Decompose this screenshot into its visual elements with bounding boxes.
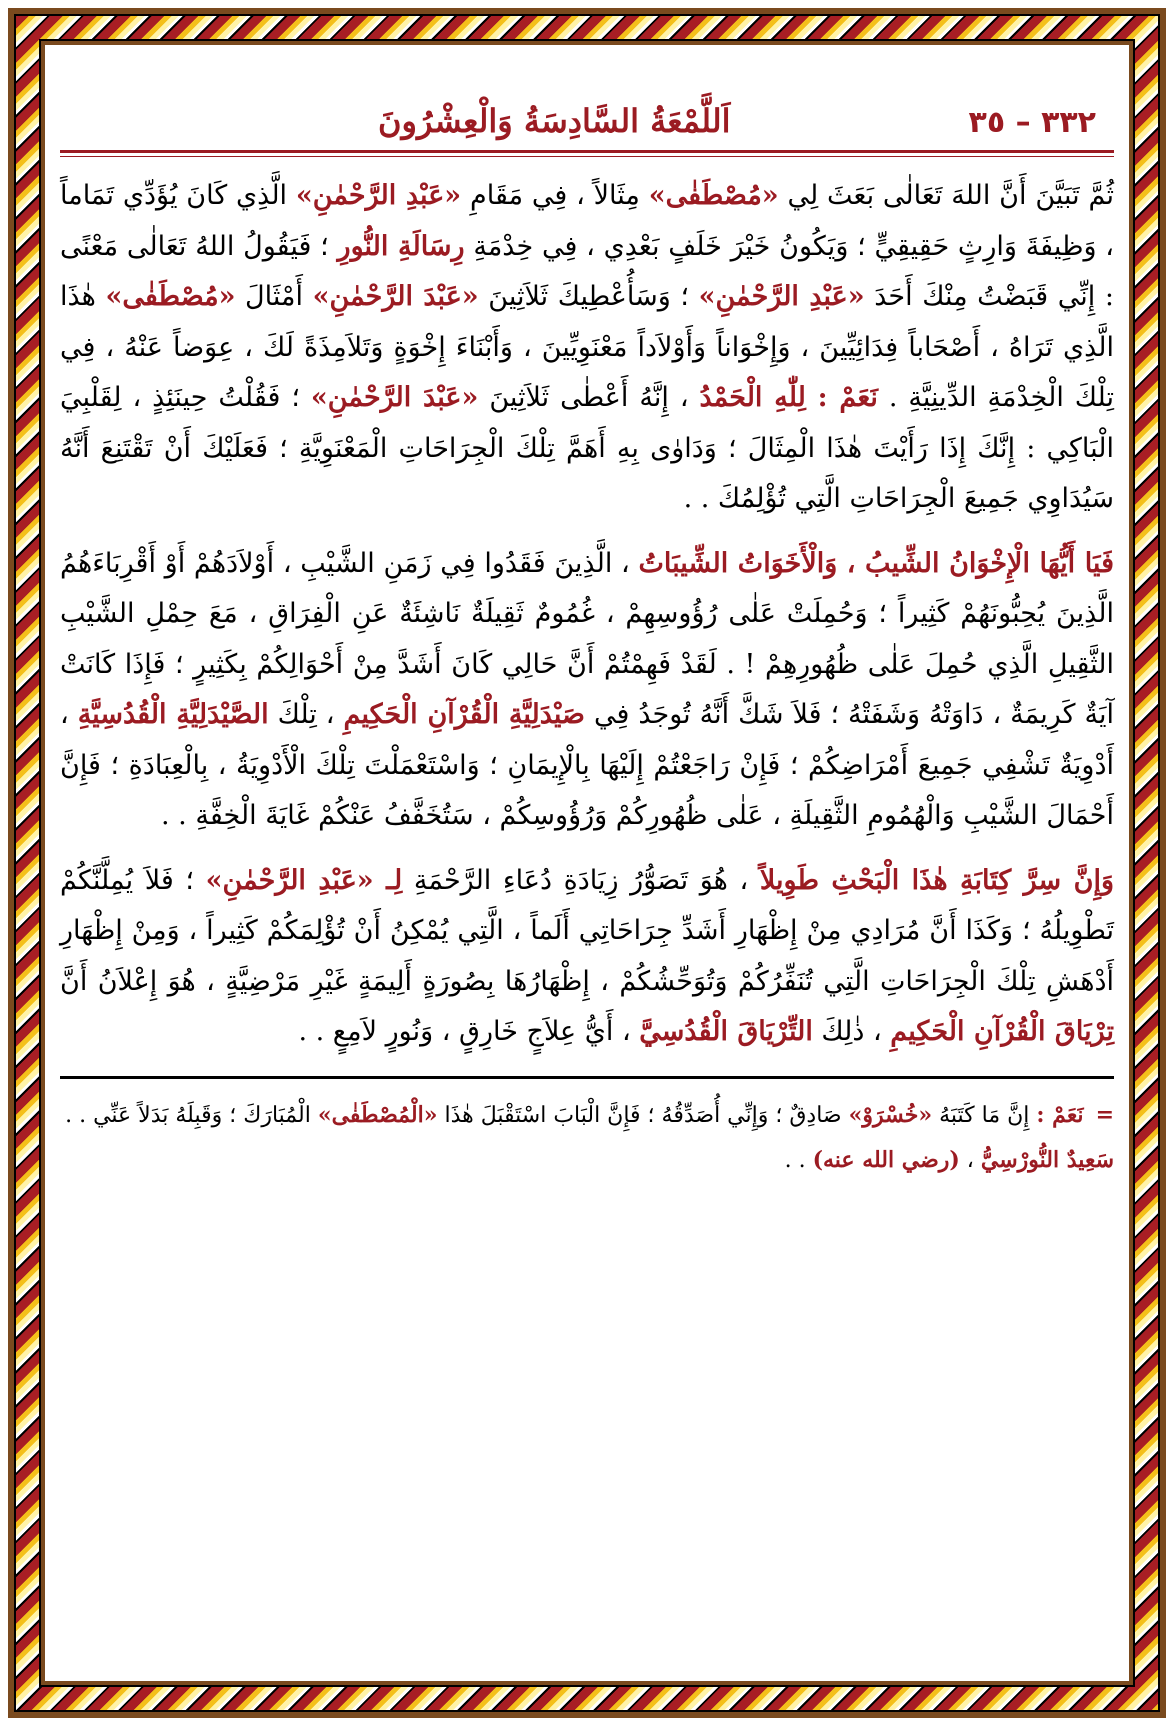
text-run: . . (784, 1147, 813, 1173)
paragraph (60, 856, 1114, 1058)
text-run: الْمُبَارَكَ ؛ وَقَبِلَهُ بَدَلاً عَنِّي . . (65, 1102, 318, 1128)
text-run: ، تِلْكَ (268, 699, 344, 730)
highlighted-phrase: «الْمُصْطَفٰى» (317, 1101, 438, 1128)
highlighted-phrase: «عَبْدَ الرَّحْمٰنِ» (310, 382, 479, 413)
footnote (60, 1093, 1114, 1183)
text-run: صَادِقٌ ؛ وَإِنِّي أُصَدِّقُهُ ؛ فَإِنَّ الْبَابَ اسْتَقْبَلَ هٰذَا (437, 1102, 849, 1128)
highlighted-phrase: نَعَمْ : (1036, 1101, 1084, 1128)
page-number: ٣٣٢ – ٣٥ (968, 105, 1096, 140)
highlighted-phrase: رِسَالَةِ النُّورِ (337, 230, 465, 262)
text-run: ، إِنَّهُ أَعْطٰى ثَلاَثِينَ (478, 382, 700, 413)
text-run: ، ذٰلِكَ (812, 1016, 891, 1047)
header-rule (60, 150, 1114, 157)
text-run: الَّذِي كَانَ يُؤَدِّي تَمَاماً ، وَظِيفَةَ وَارِثٍ حَقِيقِيٍّ ؛ وَيَكُونُ خَيْرَ خَلَفٍ بَعْدِي ، فِي خِدْمَةِ (60, 180, 1115, 262)
text-run: هٰذَا الَّذِي تَرَاهُ ، أَصْحَاباً فِدَائِيِّينَ ، وَإِخْوَاناً وَأَوْلاَداً مَعْنَوِيِّينَ ، وَأَبْنَاءَ إِخْوَةٍ وَتَلاَمِذَةً لَكَ ، عِوَضاً عَنْهُ ، فِي تِلْكَ الْخِدْمَةِ الدِّينِيَّةِ . (60, 281, 1115, 413)
footnote-marker: = (1095, 1101, 1114, 1128)
text-run: ، أَدْوِيَةٌ تَشْفِي جَمِيعَ أَمْرَاضِكُمْ ؛ فَإِنْ رَاجَعْتُمْ إِلَيْهَا بِالْإِيمَانِ ؛ وَاسْتَعْمَلْتَ تِلْكَ الْأَدْوِيَةُ ، بِالْعِبَادَةِ ؛ فَإِنَّ أَحْمَالَ الشَّيْبِ وَالْهُمُومِ الثَّقِيلَةِ ، عَلٰى ظُهُورِكُمْ وَرُؤُوسِكُمْ ، سَتُخَفَّفُ عَنْكُمْ غَايَةَ الْخِفَّةِ . . (60, 699, 1114, 831)
body-text (60, 171, 1114, 1058)
highlighted-phrase: فَيَا أَيُّهَا الْإِخْوَانُ الشِّيبُ ، وَالْأَخَوَاتُ الشِّيبَاتُ (638, 547, 1114, 579)
highlighted-phrase: سَعِيدٌ النُّورْسِيُّ (980, 1146, 1114, 1173)
text-run: ؛ وَسَأُعْطِيكَ ثَلاَثِينَ (478, 281, 699, 312)
footnote-rule (60, 1076, 1114, 1079)
page-header (60, 80, 1114, 140)
chapter-title: اَللَّمْعَةُ السَّادِسَةُ وَالْعِشْرُونَ (378, 102, 731, 140)
footnote-text (65, 1103, 1114, 1173)
highlighted-phrase: التِّرْيَاقَ الْقُدُسِيَّ (639, 1016, 813, 1047)
text-run: ، أَيُّ عِلاَجٍ خَارِقٍ ، وَنُورٍ لاَمِعٍ . . (298, 1016, 640, 1047)
highlighted-phrase: «عَبْدِ الرَّحْمٰنِ» (295, 180, 462, 211)
text-run: ثُمَّ تَبَيَّنَ أَنَّ اللهَ تَعَالٰى بَعَثَ لِي (778, 180, 1114, 211)
highlighted-phrase: تِرْيَاقَ الْقُرْآنِ الْحَكِيمِ (890, 1016, 1114, 1047)
paragraph (60, 539, 1114, 842)
highlighted-phrase: (رضي الله عنه) (812, 1146, 960, 1173)
text-run: ، هُوَ تَصَوُّرُ زِيَادَةِ دُعَاءِ الرَّحْمَةِ (402, 864, 760, 896)
highlighted-phrase: «خُسْرَوْ» (848, 1101, 933, 1128)
highlighted-phrase: صَيْدَلِيَّةِ الْقُرْآنِ الْحَكِيمِ (343, 699, 585, 730)
text-run: ؛ فَيَقُولُ اللهُ تَعَالٰى مَعْنًى : إِنِّي قَبَضْتُ مِنْكَ أَحَدَ (60, 230, 1114, 312)
text-run: إِنَّ مَا كَتَبَهُ (932, 1102, 1037, 1128)
text-run: أَمْثَالَ (235, 281, 313, 312)
highlighted-phrase: الصَّيْدَلِيَّةِ الْقُدُسِيَّةِ (77, 699, 269, 730)
highlighted-phrase: لِـ «عَبْدِ الرَّحْمٰنِ» (205, 864, 403, 896)
paragraph (60, 171, 1114, 525)
text-run: ؛ فَقُلْتُ حِينَئِذٍ ، لِقَلْبِيَ الْبَاكِي : إِنَّكَ إِذَا رَأَيْتَ هٰذَا الْمِثَالَ ؛ وَدَاوٰى بِهِ أَهَمَّ تِلْكَ الْجِرَاحَاتِ الْمَعْنَوِيَّةِ ؛ فَعَلَيْكَ أَنْ تَقْتَنِعَ أَنَّهُ سَيُدَاوِي جَمِيعَ الْجِرَاحَاتِ الَّتِي تُؤْلِمُكَ . . (60, 382, 1114, 514)
text-run: ، (959, 1147, 981, 1173)
highlighted-phrase: وَإِنَّ سِرَّ كِتَابَةِ هٰذَا الْبَحْثِ طَوِيلاً (759, 864, 1114, 896)
text-run: ، الَّذِينَ فَقَدُوا فِي زَمَنِ الشَّيْبِ ، أَوْلاَدَهُمْ أَوْ أَقْرِبَاءَهُمُ الَّذِينَ يُحِبُّونَهُمْ كَثِيراً ؛ وَحُمِلَتْ عَلٰى رُؤُوسِهِمْ ، غُمُومٌ ثَقِيلَةٌ نَاشِئَةٌ عَنِ الْفِرَاقِ ، مَعَ حِمْلِ الشَّيْبِ الثَّقِيلِ الَّذِي حُمِلَ عَلٰى ظُهُورِهِمْ ! . لَقَدْ فَهِمْتُمْ أَنَّ حَالِي كَانَ أَشَدَّ مِنْ أَحْوَالِكُمْ بِكَثِيرٍ ؛ فَإِذَا كَانَتْ آيَةٌ كَرِيمَةٌ ، دَاوَتْهُ وَشَفَتْهُ ؛ فَلاَ شَكَّ أَنَّهُ تُوجَدُ فِي (60, 547, 1115, 730)
highlighted-phrase: «مُصْطَفٰى» (105, 281, 236, 312)
highlighted-phrase: «عَبْدَ الرَّحْمٰنِ» (312, 281, 479, 312)
text-run: ؛ فَلاَ يُمِلَّنَّكُمْ تَطْوِيلُهُ ؛ وَكَذَا أَنَّ مُرَادِي مِنْ إِظْهَارِ أَشَدِّ جِرَاحَاتِي أَلَماً ، الَّتِي يُمْكِنُ أَنْ تُؤْلِمَكُمْ كَثِيراً ، وَمِنْ إِظْهَارِ أَدْهَشِ تِلْكَ الْجِرَاحَاتِ الَّتِي تُنَفِّرُكُمْ وَتُوَحِّشُكُمْ ، إِظْهَارُهَا بِصُورَةٍ أَلِيمَةٍ غَيْرِ مَرْضِيَّةٍ ، هُوَ إِعْلاَنُ أَنَّ (60, 864, 1114, 997)
highlighted-phrase: «مُصْطَفٰى» (648, 180, 779, 211)
highlighted-phrase: نَعَمْ : لِلّٰهِ الْحَمْدُ (699, 382, 878, 413)
highlighted-phrase: «عَبْدِ الرَّحْمٰنِ» (698, 281, 865, 312)
text-run: مِثَالاً ، فِي مَقَامِ (461, 180, 649, 211)
document-page (60, 80, 1114, 1183)
